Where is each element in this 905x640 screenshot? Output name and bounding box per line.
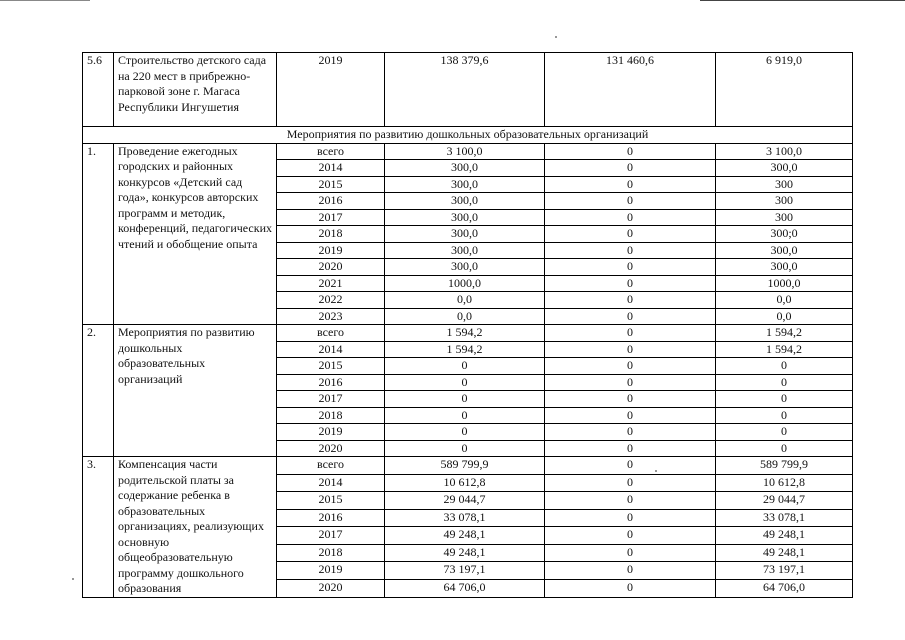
table-body <box>83 53 853 598</box>
total-cell: 0,0 <box>385 308 545 325</box>
section-title: Мероприятия по развитию дошкольных образовательных организаций <box>83 127 853 144</box>
regional-cell: 1 594,2 <box>716 325 853 342</box>
regional-cell: 29 044,7 <box>716 492 853 510</box>
total-cell: 0 <box>385 391 545 408</box>
activity-name: Мероприятия по развитию дошкольных образовательных организаций <box>114 325 277 457</box>
federal-cell: 0 <box>545 544 716 562</box>
total-cell: 300,0 <box>385 209 545 226</box>
total-cell: 300,0 <box>385 259 545 276</box>
year-cell: 2019 <box>277 242 385 259</box>
federal-cell: 0 <box>545 259 716 276</box>
regional-cell: 300 <box>716 176 853 193</box>
regional-cell: 0 <box>716 407 853 424</box>
year-cell: 2014 <box>277 160 385 177</box>
regional-cell: 0 <box>716 424 853 441</box>
federal-cell: 0 <box>545 193 716 210</box>
federal-cell: 0 <box>545 143 716 160</box>
regional-cell: 10 612,8 <box>716 474 853 492</box>
total-cell: 138 379,6 <box>385 53 545 127</box>
year-cell: 2016 <box>277 374 385 391</box>
regional-cell: 6 919,0 <box>716 53 853 127</box>
regional-cell: 0 <box>716 358 853 375</box>
federal-cell: 0 <box>545 440 716 457</box>
year-cell: 2015 <box>277 358 385 375</box>
row-number: 5.6 <box>83 53 114 127</box>
total-cell: 10 612,8 <box>385 474 545 492</box>
regional-cell: 0 <box>716 440 853 457</box>
year-cell: 2015 <box>277 492 385 510</box>
regional-cell: 73 197,1 <box>716 562 853 580</box>
year-cell: 2017 <box>277 209 385 226</box>
section-header-row <box>83 127 853 144</box>
regional-cell: 49 248,1 <box>716 544 853 562</box>
year-cell: 2021 <box>277 275 385 292</box>
regional-cell: 589 799,9 <box>716 457 853 475</box>
total-cell: 300,0 <box>385 193 545 210</box>
regional-cell: 1 594,2 <box>716 341 853 358</box>
regional-cell: 0 <box>716 391 853 408</box>
federal-cell: 0 <box>545 579 716 597</box>
year-cell: 2019 <box>277 53 385 127</box>
federal-cell: 0 <box>545 325 716 342</box>
total-cell: 3 100,0 <box>385 143 545 160</box>
year-cell: всего <box>277 143 385 160</box>
federal-cell: 0 <box>545 275 716 292</box>
total-cell: 300,0 <box>385 242 545 259</box>
federal-cell: 0 <box>545 424 716 441</box>
federal-cell: 0 <box>545 474 716 492</box>
year-cell: 2023 <box>277 308 385 325</box>
federal-cell: 0 <box>545 176 716 193</box>
year-cell: 2018 <box>277 226 385 243</box>
year-cell: 2016 <box>277 509 385 527</box>
year-cell: 2014 <box>277 341 385 358</box>
regional-cell: 300,0 <box>716 259 853 276</box>
regional-cell: 1000,0 <box>716 275 853 292</box>
scan-edge-rule-right <box>700 0 905 1</box>
year-cell: 2020 <box>277 259 385 276</box>
total-cell: 300,0 <box>385 176 545 193</box>
regional-cell: 300;0 <box>716 226 853 243</box>
total-cell: 589 799,9 <box>385 457 545 475</box>
federal-cell: 0 <box>545 160 716 177</box>
year-cell: 2020 <box>277 440 385 457</box>
regional-cell: 33 078,1 <box>716 509 853 527</box>
scan-speck <box>555 36 557 38</box>
federal-cell: 0 <box>545 308 716 325</box>
regional-cell: 3 100,0 <box>716 143 853 160</box>
activity-name: Компенсация части родительской платы за содержание ребенка в образовательных организациях, реализующих основную общеобразовательную программу дошкольного образования <box>114 457 277 598</box>
total-cell: 300,0 <box>385 160 545 177</box>
table-row <box>83 457 853 475</box>
total-cell: 1000,0 <box>385 275 545 292</box>
federal-cell: 0 <box>545 292 716 309</box>
total-cell: 64 706,0 <box>385 579 545 597</box>
federal-cell: 0 <box>545 391 716 408</box>
total-cell: 1 594,2 <box>385 325 545 342</box>
federal-cell: 0 <box>545 341 716 358</box>
row-number: 3. <box>83 457 114 598</box>
total-cell: 73 197,1 <box>385 562 545 580</box>
regional-cell: 0,0 <box>716 308 853 325</box>
federal-cell: 0 <box>545 209 716 226</box>
scan-speck <box>72 578 74 580</box>
total-cell: 1 594,2 <box>385 341 545 358</box>
table-row <box>83 143 853 160</box>
regional-cell: 300 <box>716 193 853 210</box>
regional-cell: 0 <box>716 374 853 391</box>
total-cell: 0 <box>385 374 545 391</box>
year-cell: 2019 <box>277 562 385 580</box>
year-cell: 2016 <box>277 193 385 210</box>
federal-cell: 0 <box>545 509 716 527</box>
table-row <box>83 325 853 342</box>
year-cell: 2014 <box>277 474 385 492</box>
federal-cell: 0 <box>545 562 716 580</box>
year-cell: 2018 <box>277 544 385 562</box>
total-cell: 300,0 <box>385 226 545 243</box>
total-cell: 0 <box>385 424 545 441</box>
activity-name: Проведение ежегодных городских и районных конкурсов «Детский сад года», конкурсов авторских программ и методик, конференций, педагогических чтений и обобщение опыта <box>114 143 277 325</box>
regional-cell: 300 <box>716 209 853 226</box>
year-cell: 2022 <box>277 292 385 309</box>
row-number: 2. <box>83 325 114 457</box>
year-cell: 2017 <box>277 391 385 408</box>
federal-cell: 0 <box>545 492 716 510</box>
federal-cell: 0 <box>545 527 716 545</box>
total-cell: 49 248,1 <box>385 527 545 545</box>
federal-cell: 0 <box>545 457 716 475</box>
regional-cell: 49 248,1 <box>716 527 853 545</box>
year-cell: 2015 <box>277 176 385 193</box>
federal-cell: 0 <box>545 226 716 243</box>
total-cell: 33 078,1 <box>385 509 545 527</box>
federal-cell: 0 <box>545 358 716 375</box>
year-cell: 2017 <box>277 527 385 545</box>
activity-name: Строительство детского сада на 220 мест в прибрежно-парковой зоне г. Магаса Республики Ингушетия <box>114 53 277 127</box>
total-cell: 29 044,7 <box>385 492 545 510</box>
table-row-5-6 <box>83 53 853 127</box>
total-cell: 49 248,1 <box>385 544 545 562</box>
program-funding-table <box>82 52 853 598</box>
scan-edge-rule-left <box>0 0 90 1</box>
total-cell: 0,0 <box>385 292 545 309</box>
regional-cell: 64 706,0 <box>716 579 853 597</box>
total-cell: 0 <box>385 407 545 424</box>
federal-cell: 0 <box>545 407 716 424</box>
federal-cell: 0 <box>545 242 716 259</box>
year-cell: 2018 <box>277 407 385 424</box>
year-cell: 2019 <box>277 424 385 441</box>
federal-cell: 131 460,6 <box>545 53 716 127</box>
row-number: 1. <box>83 143 114 325</box>
regional-cell: 300,0 <box>716 160 853 177</box>
year-cell: всего <box>277 457 385 475</box>
year-cell: 2020 <box>277 579 385 597</box>
year-cell: всего <box>277 325 385 342</box>
total-cell: 0 <box>385 440 545 457</box>
regional-cell: 300,0 <box>716 242 853 259</box>
total-cell: 0 <box>385 358 545 375</box>
regional-cell: 0,0 <box>716 292 853 309</box>
federal-cell: 0 <box>545 374 716 391</box>
